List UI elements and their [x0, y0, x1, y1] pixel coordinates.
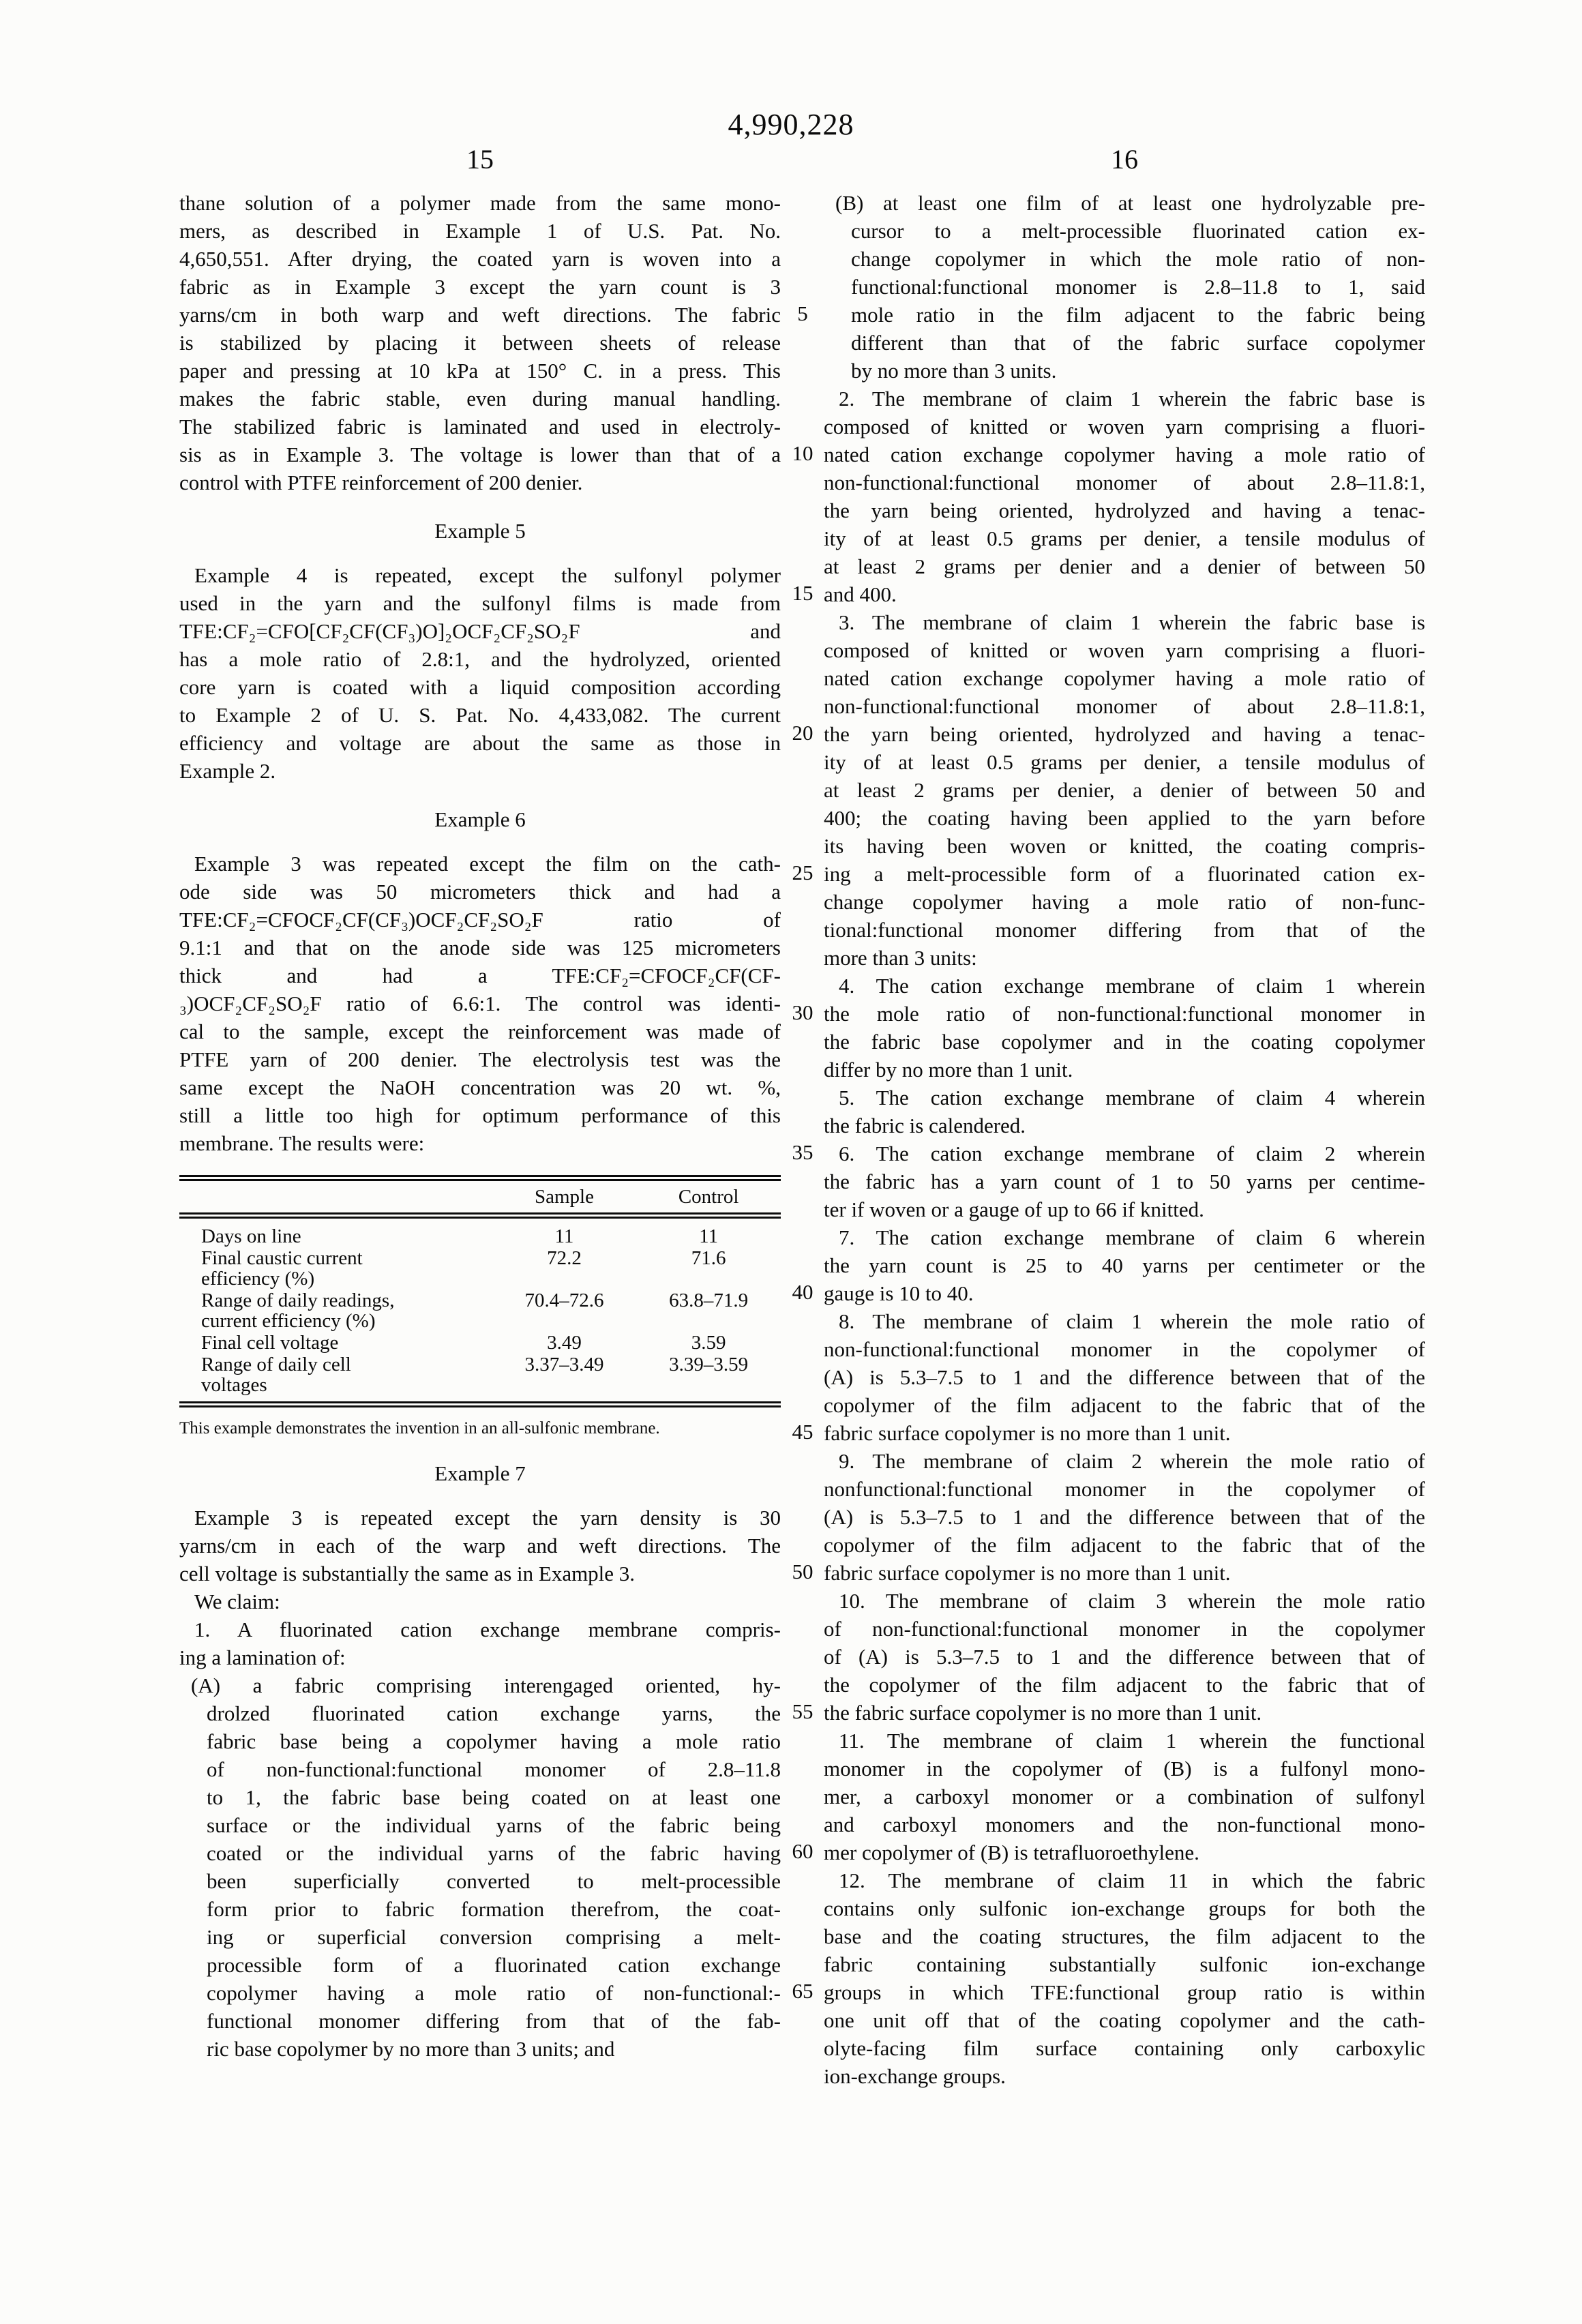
- text-line: paper and pressing at 10 kPa at 150° C. in a press. This: [179, 359, 781, 383]
- text-line: has a mole ratio of 2.8:1, and the hydrolyzed, oriented: [179, 647, 781, 671]
- text-line: copolymer having a mole ratio of non-functional:-: [207, 1981, 781, 2005]
- text-line: functional:functional monomer is 2.8–11.8 to 1, said: [851, 275, 1425, 299]
- table-row: [179, 1332, 781, 1354]
- claim-2: [824, 385, 1425, 608]
- text-line: nated cation exchange copolymer having a mole ratio of: [824, 666, 1425, 690]
- text-line: processible form of a fluorinated cation exchange: [207, 1953, 781, 1977]
- text-line: non-functional:functional monomer in the copolymer of: [824, 1337, 1425, 1361]
- text-line: membrane. The results were:: [179, 1131, 425, 1155]
- text-line: the yarn being oriented, hydrolyzed and having a tenac-: [824, 722, 1425, 746]
- text-line: nonfunctional:functional monomer in the copolymer of: [824, 1477, 1425, 1501]
- text-line: thick and had a TFE:CF₂=CFOCF₂CF(CF-: [179, 964, 781, 987]
- example7-paragraph: [179, 1504, 781, 1588]
- text-line: ing a lamination of:: [179, 1645, 346, 1669]
- claim-1: [179, 1615, 781, 1671]
- text-line: contains only sulfonic ion-exchange groups for both the: [824, 1896, 1425, 1920]
- table-row: [179, 1354, 781, 1396]
- text-line: change copolymer having a mole ratio of non-func-: [824, 890, 1425, 914]
- table-cell-control: 3.59: [691, 1332, 726, 1354]
- text-line: mole ratio in the film adjacent to the fabric being: [851, 303, 1425, 327]
- text-line: different than that of the fabric surface copolymer: [851, 331, 1425, 355]
- line-number: 10: [792, 441, 814, 465]
- table-body: [179, 1219, 781, 1401]
- text-line: 9.1:1 and that on the anode side was 125 micrometers: [179, 936, 781, 959]
- text-line: base and the coating structures, the film adjacent to the: [824, 1924, 1425, 1948]
- text-line: sis as in Example 3. The voltage is lower than that of a: [179, 443, 781, 466]
- text-line: fabric base being a copolymer having a mole ratio: [207, 1729, 781, 1753]
- text-line: of non-functional:functional monomer in the copolymer: [824, 1617, 1425, 1641]
- text-line: same except the NaOH concentration was 20 wt. %,: [179, 1075, 781, 1099]
- table-row-label: [179, 1354, 492, 1395]
- text-line: Example 3 was repeated except the film on the cath-: [194, 852, 781, 876]
- text-line: the yarn count is 25 to 40 yarns per centimeter or the: [824, 1253, 1425, 1277]
- table-row: [179, 1290, 781, 1332]
- text-line: (A) a fabric comprising interengaged oriented, hy-: [191, 1673, 781, 1697]
- table-header-row: [179, 1181, 781, 1219]
- example5-heading: Example 5: [434, 519, 526, 543]
- text-line: (A) is 5.3–7.5 to 1 and the difference between that of the: [824, 1505, 1425, 1529]
- example6-paragraph: [179, 850, 781, 1157]
- table-footnote: This example demonstrates the invention in an all-sulfonic membrane.: [179, 1419, 660, 1437]
- claim-4: [824, 972, 1425, 1084]
- gutter-line-numbers: [779, 299, 826, 2005]
- text-line: 7. The cation exchange membrane of claim 6 wherein: [839, 1225, 1425, 1249]
- text-line: 1. A fluorinated cation exchange membrane compris-: [194, 1618, 781, 1641]
- text-line: We claim:: [194, 1590, 280, 1613]
- table-cell-control: 11: [699, 1225, 719, 1247]
- text-line: and carboxyl monomers and the non-functional mono-: [824, 1813, 1425, 1836]
- claim-11: [824, 1727, 1425, 1866]
- text-line: Days on line: [201, 1225, 301, 1247]
- results-table: [179, 1175, 781, 1407]
- text-line: by no more than 3 units.: [851, 359, 1057, 383]
- text-line: 4. The cation exchange membrane of claim 1 wherein: [839, 974, 1425, 998]
- claim-3: [824, 608, 1425, 972]
- text-line: thane solution of a polymer made from the same mono-: [179, 191, 781, 215]
- text-line: (B) at least one film of at least one hydrolyzable pre-: [835, 191, 1425, 215]
- table-row: [179, 1247, 781, 1290]
- text-line: coated or the individual yarns of the fabric having: [207, 1841, 781, 1865]
- table-cell-sample: 3.37–3.49: [524, 1354, 604, 1375]
- text-line: cursor to a melt-processible fluorinated cation ex-: [851, 219, 1425, 243]
- text-line: 4,650,551. After drying, the coated yarn is woven into a: [179, 247, 781, 271]
- text-line: and 400.: [824, 582, 897, 606]
- text-line: 12. The membrane of claim 11 in which the fabric: [839, 1868, 1425, 1892]
- line-number: 20: [792, 721, 814, 745]
- text-line: to 1, the fabric base being coated on at least one: [207, 1785, 781, 1809]
- text-line: mers, as described in Example 1 of U.S. Pat. No.: [179, 219, 781, 243]
- table-cell-sample: 72.2: [547, 1247, 582, 1269]
- left-column: [179, 189, 781, 2063]
- text-line: one unit off that of the coating copolymer and the cath-: [824, 2008, 1425, 2032]
- text-line: Final caustic current: [201, 1247, 363, 1269]
- text-line: been superficially converted to melt-processible: [207, 1869, 781, 1893]
- line-number: 25: [792, 861, 814, 884]
- text-line: at least 2 grams per denier and a denier of between 50: [824, 554, 1425, 578]
- text-line: mer, a carboxyl monomer or a combination of sulfonyl: [824, 1785, 1425, 1808]
- text-line: PTFE yarn of 200 denier. The electrolysis test was the: [179, 1047, 781, 1071]
- text-line: ion-exchange groups.: [824, 2064, 1006, 2088]
- claim-10: [824, 1587, 1425, 1727]
- text-line: ity of at least 0.5 grams per denier, a tensile modulus of: [824, 750, 1425, 774]
- text-line: the mole ratio of non-functional:functional monomer in: [824, 1002, 1425, 1026]
- text-line: groups in which TFE:functional group ratio is within: [824, 1980, 1425, 2004]
- line-number: 15: [792, 581, 814, 605]
- text-line: ric base copolymer by no more than 3 units; and: [207, 2037, 615, 2061]
- text-line: functional monomer differing from that of the fab-: [207, 2009, 781, 2033]
- text-line: Final cell voltage: [201, 1332, 339, 1354]
- table-col-sample: Sample: [534, 1186, 594, 1208]
- text-line: 3. The membrane of claim 1 wherein the fabric base is: [839, 610, 1425, 634]
- text-line: efficiency and voltage are about the same as those in: [179, 731, 781, 755]
- text-line: the fabric has a yarn count of 1 to 50 yarns per centime-: [824, 1170, 1425, 1193]
- claim-8: [824, 1307, 1425, 1447]
- text-line: surface or the individual yarns of the fabric being: [207, 1813, 781, 1837]
- text-line: Example 3 is repeated except the yarn density is 30: [194, 1506, 781, 1530]
- text-line: Example 4 is repeated, except the sulfonyl polymer: [194, 563, 781, 587]
- table-cell-control: 63.8–71.9: [669, 1290, 749, 1311]
- line-number: 35: [792, 1140, 814, 1164]
- page-number-right: 16: [1111, 144, 1138, 175]
- text-line: control with PTFE reinforcement of 200 denier.: [179, 471, 583, 494]
- patent-number: 4,990,228: [728, 108, 854, 141]
- text-line: ity of at least 0.5 grams per denier, a tensile modulus of: [824, 526, 1425, 550]
- text-line: composed of knitted or woven yarn comprising a fluori-: [824, 415, 1425, 438]
- text-line: 8. The membrane of claim 1 wherein the mole ratio of: [839, 1309, 1425, 1333]
- text-line: the yarn being oriented, hydrolyzed and having a tenac-: [824, 498, 1425, 522]
- claim-9: [824, 1447, 1425, 1587]
- text-line: voltages: [201, 1374, 267, 1396]
- right-column: [824, 189, 1425, 2090]
- text-line: cal to the sample, except the reinforcement was made of: [179, 1019, 781, 1043]
- text-line: Range of daily cell: [201, 1354, 351, 1375]
- text-line: cell voltage is substantially the same as in Example 3.: [179, 1562, 636, 1585]
- text-line: drolzed fluorinated cation exchange yarns, the: [207, 1701, 781, 1725]
- table-cell-control: 3.39–3.59: [669, 1354, 749, 1375]
- text-line: its having been woven or knitted, the coating compris-: [824, 834, 1425, 858]
- text-line: 9. The membrane of claim 2 wherein the mole ratio of: [839, 1449, 1425, 1473]
- text-line: the copolymer of the film adjacent to the fabric that of: [824, 1673, 1425, 1697]
- line-number: 55: [792, 1699, 814, 1723]
- text-line: non-functional:functional monomer of about 2.8–11.8:1,: [824, 471, 1425, 494]
- text-line: The stabilized fabric is laminated and used in electroly-: [179, 415, 781, 438]
- line-number: 30: [792, 1000, 814, 1024]
- claim-6: [824, 1139, 1425, 1223]
- text-line: core yarn is coated with a liquid composition according: [179, 675, 781, 699]
- text-line: TFE:CF₂=CFOCF₂CF(CF₃)OCF₂CF₂SO₂F ratio of: [179, 908, 781, 932]
- text-line: yarns/cm in each of the warp and weft directions. The: [179, 1534, 781, 1558]
- text-line: still a little too high for optimum performance of this: [179, 1103, 781, 1127]
- text-line: (A) is 5.3–7.5 to 1 and the difference between that of the: [824, 1365, 1425, 1389]
- text-line: ₃)OCF₂CF₂SO₂F ratio of 6.6:1. The control was identi-: [179, 992, 781, 1015]
- line-number: 60: [792, 1839, 814, 1863]
- line-number: 65: [792, 1979, 814, 2003]
- line-number: 5: [797, 301, 808, 325]
- text-line: the fabric base copolymer and in the coating copolymer: [824, 1030, 1425, 1054]
- claim-1-part-a: [179, 1671, 781, 2063]
- text-line: 400; the coating having been applied to the yarn before: [824, 806, 1425, 830]
- text-line: ter if woven or a gauge of up to 66 if knitted.: [824, 1197, 1204, 1221]
- intro-paragraph: [179, 189, 781, 496]
- text-line: gauge is 10 to 40.: [824, 1281, 974, 1305]
- we-claim-line: [179, 1588, 781, 1615]
- claim-1-part-b: [824, 189, 1425, 385]
- text-line: ing or superficial conversion comprising a melt-: [207, 1925, 781, 1949]
- text-line: the fabric is calendered.: [824, 1114, 1026, 1137]
- text-line: Example 2.: [179, 759, 276, 783]
- text-line: of non-functional:functional monomer of 2.8–11.8: [207, 1757, 781, 1781]
- text-line: is stabilized by placing it between sheets of release: [179, 331, 781, 355]
- line-number: 50: [792, 1560, 814, 1583]
- text-line: 11. The membrane of claim 1 wherein the functional: [839, 1729, 1425, 1753]
- text-line: copolymer of the film adjacent to the fabric that of the: [824, 1393, 1425, 1417]
- text-line: fabric as in Example 3 except the yarn count is 3: [179, 275, 781, 299]
- text-line: composed of knitted or woven yarn comprising a fluori-: [824, 638, 1425, 662]
- text-line: 10. The membrane of claim 3 wherein the mole ratio: [839, 1589, 1425, 1613]
- text-line: olyte-facing film surface containing only carboxylic: [824, 2036, 1425, 2060]
- line-number: 40: [792, 1280, 814, 1304]
- text-line: 6. The cation exchange membrane of claim 2 wherein: [839, 1142, 1425, 1165]
- table-col-control: Control: [678, 1186, 739, 1208]
- table-cell-control: 71.6: [691, 1247, 726, 1269]
- text-line: differ by no more than 1 unit.: [824, 1058, 1073, 1082]
- text-line: the fabric surface copolymer is no more than 1 unit.: [824, 1701, 1262, 1725]
- table-cell-sample: 3.49: [547, 1332, 582, 1354]
- line-number: 45: [792, 1420, 814, 1444]
- text-line: non-functional:functional monomer of about 2.8–11.8:1,: [824, 694, 1425, 718]
- text-line: of (A) is 5.3–7.5 to 1 and the difference between that of: [824, 1645, 1425, 1669]
- text-line: fabric containing substantially sulfonic ion-exchange: [824, 1952, 1425, 1976]
- text-line: monomer in the copolymer of (B) is a fulfonyl mono-: [824, 1757, 1425, 1781]
- table-row-label: [179, 1332, 492, 1353]
- table-row-label: [179, 1290, 492, 1331]
- claim-7: [824, 1223, 1425, 1307]
- text-line: makes the fabric stable, even during manual handling.: [179, 387, 781, 411]
- text-line: ode side was 50 micrometers thick and had a: [179, 880, 781, 904]
- text-line: tional:functional monomer differing from that of the: [824, 918, 1425, 942]
- example7-heading: Example 7: [434, 1461, 526, 1485]
- text-line: yarns/cm in both warp and weft directions. The fabric: [179, 303, 781, 327]
- table-row-label: [179, 1248, 492, 1289]
- text-line: ing a melt-processible form of a fluorinated cation ex-: [824, 862, 1425, 886]
- text-line: mer copolymer of (B) is tetrafluoroethylene.: [824, 1841, 1199, 1864]
- text-line: efficiency (%): [201, 1268, 315, 1290]
- text-line: current efficiency (%): [201, 1310, 376, 1332]
- text-line: to Example 2 of U. S. Pat. No. 4,433,082. The current: [179, 703, 781, 727]
- text-line: copolymer of the film adjacent to the fabric that of the: [824, 1533, 1425, 1557]
- example5-paragraph: [179, 561, 781, 785]
- text-line: at least 2 grams per denier, a denier of between 50 and: [824, 778, 1425, 802]
- claim-12: [824, 1866, 1425, 2090]
- text-line: 2. The membrane of claim 1 wherein the fabric base is: [839, 387, 1425, 411]
- claim-5: [824, 1084, 1425, 1139]
- text-line: used in the yarn and the sulfonyl films is made from: [179, 591, 781, 615]
- table-cell-sample: 70.4–72.6: [524, 1290, 604, 1311]
- text-line: change copolymer in which the mole ratio of non-: [851, 247, 1425, 271]
- table-row-label: [179, 1226, 492, 1247]
- page-number-left: 15: [466, 144, 494, 175]
- table-row: [179, 1225, 781, 1247]
- text-line: nated cation exchange copolymer having a mole ratio of: [824, 443, 1425, 466]
- text-line: Range of daily readings,: [201, 1290, 395, 1311]
- text-line: form prior to fabric formation therefrom, the coat-: [207, 1897, 781, 1921]
- text-line: fabric surface copolymer is no more than 1 unit.: [824, 1421, 1231, 1445]
- example6-heading: Example 6: [434, 807, 526, 831]
- text-line: 5. The cation exchange membrane of claim 4 wherein: [839, 1086, 1425, 1109]
- table-cell-sample: 11: [554, 1225, 574, 1247]
- text-line: fabric surface copolymer is no more than 1 unit.: [824, 1561, 1231, 1585]
- text-line: TFE:CF₂=CFO[CF₂CF(CF₃)O]₂OCF₂CF₂SO₂F and: [179, 619, 781, 643]
- text-line: more than 3 units:: [824, 946, 977, 970]
